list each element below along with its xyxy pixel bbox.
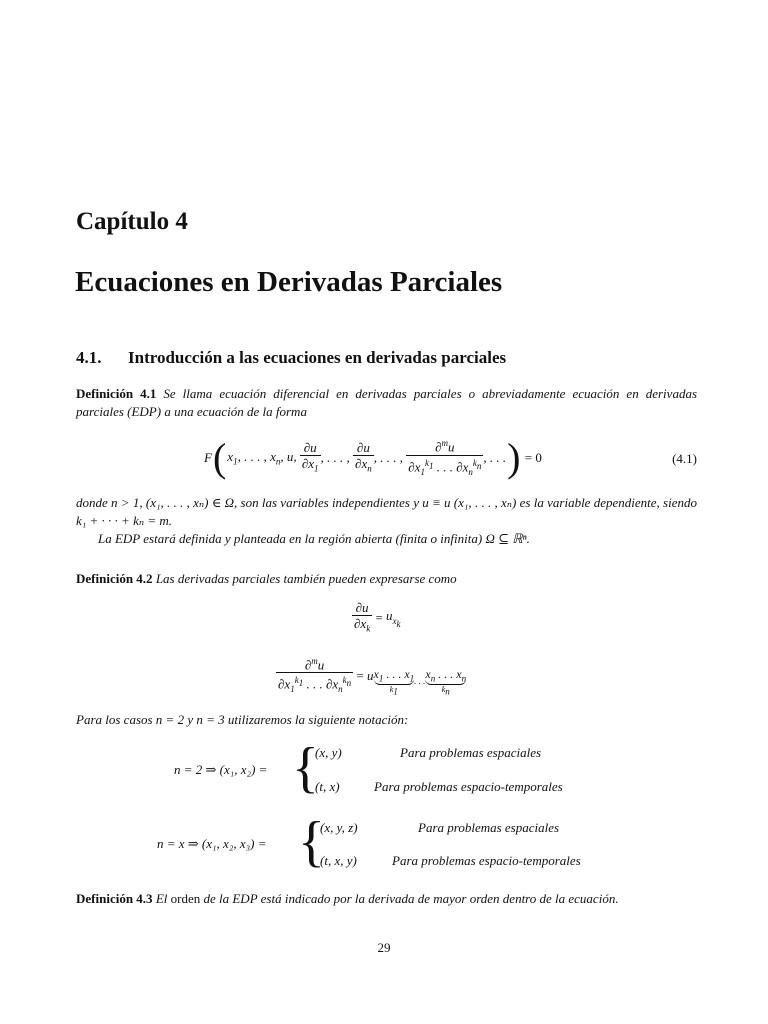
definition-4-3: [76, 890, 697, 908]
definition-label: Definición 4.1: [76, 386, 157, 401]
case-n2-lhs: n = 2 ⇒ (x₁, x₂) =: [174, 762, 268, 777]
chapter-title: Ecuaciones en Derivadas Parciales: [75, 266, 503, 298]
left-brace-icon: {: [292, 737, 319, 799]
equation-higher-partial: $\frac{\partial^mu}{\partial x_1^{k_1} . . . \partial x_n^{k_n}}$ = u $x_1$ . . . $x_1$ $k_1$ . . . $x_n$ . . . $x_n$ $k_n$: [278, 656, 467, 697]
variables-text: donde n > 1, (x₁, . . . , xₙ) ∈ Ω, son las variables independientes y u ≡ u (x₁, . . . , xₙ) es la variable dependiente, siendo k₁ + · · · + kₙ = m.: [76, 495, 697, 528]
region-text: La EDP estará definida y planteada en la región abierta (finita o infinita) Ω ⊆ ℝⁿ.: [98, 531, 530, 546]
case-n3-option-b: (t, x, y): [320, 853, 357, 868]
definition-4-1-continuation: [76, 494, 697, 530]
section-title: Introducción a las ecuaciones en derivadas parciales: [128, 348, 507, 367]
region-paragraph: [76, 530, 697, 548]
definition-4-2: [76, 570, 697, 588]
chapter-label: Capítulo 4: [76, 208, 188, 235]
equation-first-partial: $\frac{\partial u}{\partial x_k}$ = $u_{x_k}$: [354, 600, 401, 634]
definition-label: Definición 4.3: [76, 891, 153, 906]
cases-intro: [76, 711, 697, 729]
definition-text-pre: El: [155, 891, 168, 906]
equation-4-1: F ( $x_1$, . . . , $x_n$, u, $\frac{\partial u}{\partial x_1}$ , . . . , $\frac{\partial u}{\partial x_n}$ , . . . , $\frac{\partial^mu}{\partial x_1^{k_1} . . . \partial x_n^{k_n}}$ , . . . ) = 0: [204, 435, 542, 480]
case-n3-lhs: n = x ⇒ (x₁, x₂, x₃) =: [157, 836, 267, 851]
case-n3-option-a: (x, y, z): [320, 820, 358, 835]
definition-term: orden: [170, 891, 201, 906]
definition-4-1: [76, 385, 697, 421]
cases-text: Para los casos n = 2 y n = 3 utilizaremos la siguiente notación:: [76, 712, 409, 727]
definition-text-post: de la EDP está indicado por la derivada de mayor orden dentro de la ecuación.: [203, 891, 619, 906]
section-number: 4.1.: [76, 348, 102, 367]
case-n3-option-b-desc: Para problemas espacio-temporales: [392, 853, 581, 868]
definition-label: Definición 4.2: [76, 571, 153, 586]
case-n3-option-a-desc: Para problemas espaciales: [418, 820, 560, 835]
definition-text: Las derivadas parciales también pueden expresarse como: [155, 571, 457, 586]
case-n2-option-b: (t, x): [315, 779, 340, 794]
definition-text: Se llama ecuación diferencial en derivadas parciales o abreviadamente ecuación en derivadas parciales (EDP) a una ecuación de la forma: [76, 386, 697, 419]
left-brace-icon: {: [298, 811, 325, 873]
page-number: 29: [377, 940, 391, 955]
case-n2-option-a: (x, y): [315, 745, 342, 760]
case-n2-option-b-desc: Para problemas espacio-temporales: [374, 779, 563, 794]
equation-number: (4.1): [672, 451, 697, 466]
section-heading: [76, 348, 506, 368]
case-n2-option-a-desc: Para problemas espaciales: [400, 745, 542, 760]
